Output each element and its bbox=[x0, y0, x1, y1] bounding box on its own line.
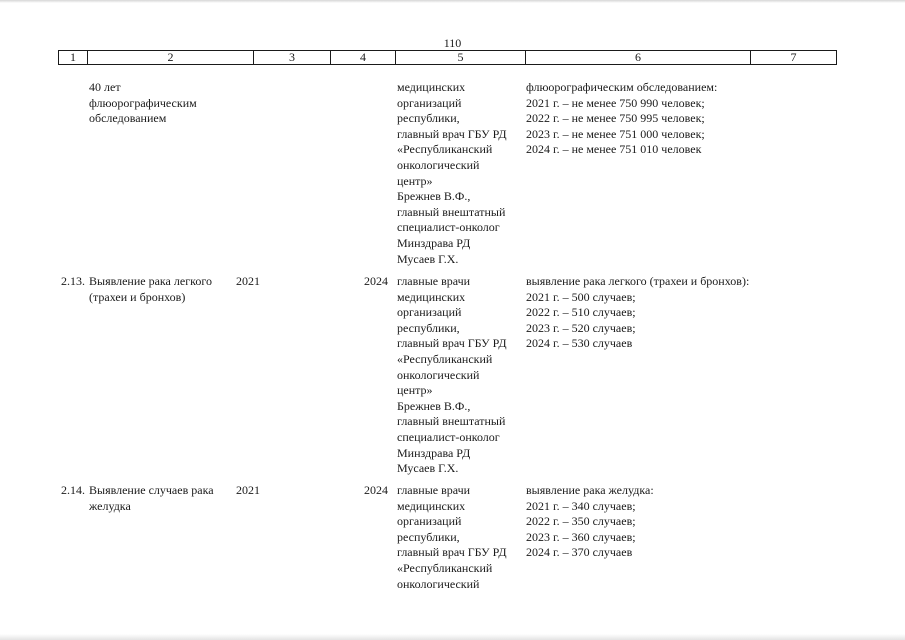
row-1-indicator: флюорографическим обследованием: 2021 г. – не менее 750 990 человек; 2022 г. – не менее 750 995 человек; 2023 г. – не менее 751 000 человек; 2024 г. – не менее 751 010 человек bbox=[526, 80, 718, 157]
row-2-14-name: Выявление случаев рака желудка bbox=[89, 483, 214, 513]
page-number: 110 bbox=[443, 36, 462, 50]
row-2-14-start-year: 2021 bbox=[236, 483, 260, 497]
header-col-7: 7 bbox=[750, 51, 836, 64]
row-2-13-name: Выявление рака легкого (трахеи и бронхов) bbox=[89, 274, 212, 304]
scan-edge-top bbox=[0, 0, 905, 3]
header-col-3: 3 bbox=[253, 51, 330, 64]
row-2-13-start-year: 2021 bbox=[236, 274, 260, 288]
header-col-5: 5 bbox=[395, 51, 525, 64]
row-2-13-end-year: 2024 bbox=[364, 274, 388, 288]
row-2-14-number: 2.14. bbox=[61, 483, 85, 497]
row-2-14-indicator: выявление рака желудка: 2021 г. – 340 случаев; 2022 г. – 350 случаев; 2023 г. – 360 случаев; 2024 г. – 370 случаев bbox=[526, 483, 654, 560]
header-col-6: 6 bbox=[525, 51, 750, 64]
row-2-13-responsible: главные врачи медицинских организаций республики, главный врач ГБУ РД «Республиканский онкологический центр» Брежнев В.Ф., главный внештатный специалист-онколог Минздрава РД Мусаев Г.Х. bbox=[397, 274, 507, 476]
row-2-13-indicator: выявление рака легкого (трахеи и бронхов): 2021 г. – 500 случаев; 2022 г. – 510 случаев; 2023 г. – 520 случаев; 2024 г. – 530 случаев bbox=[526, 274, 750, 351]
header-col-2: 2 bbox=[87, 51, 253, 64]
scan-edge-bottom bbox=[0, 634, 905, 640]
table-header-row bbox=[58, 50, 837, 65]
row-2-13-number: 2.13. bbox=[61, 274, 85, 288]
row-1-responsible: медицинских организаций республики, главный врач ГБУ РД «Республиканский онкологический центр» Брежнев В.Ф., главный внештатный специалист-онколог Минздрава РД Мусаев Г.Х. bbox=[397, 80, 507, 266]
row-1-name: 40 лет флюорографическим обследованием bbox=[89, 80, 197, 126]
header-col-1: 1 bbox=[70, 50, 76, 64]
row-2-14-end-year: 2024 bbox=[364, 483, 388, 497]
row-2-14-responsible: главные врачи медицинских организаций республики, главный врач ГБУ РД «Республиканский онкологический bbox=[397, 483, 507, 591]
header-col-4: 4 bbox=[330, 51, 395, 64]
